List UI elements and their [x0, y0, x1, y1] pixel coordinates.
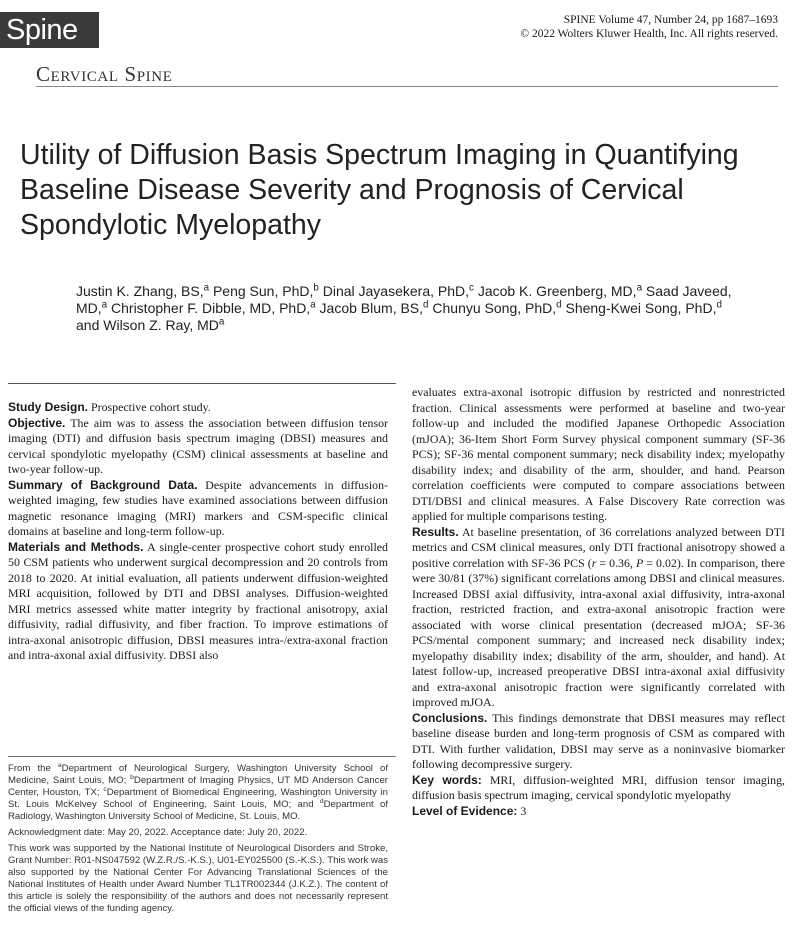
heading-evidence: Level of Evidence: — [412, 803, 518, 818]
abstract-methods — [8, 540, 388, 664]
journal-volume: SPINE Volume 47, Number 24, pp 1687–1693 — [563, 14, 778, 26]
acknowledgment-dates: Acknowledgment date: May 20, 2022. Acceptance date: July 20, 2022. — [8, 827, 308, 838]
affiliation-marker: c — [103, 785, 107, 793]
author-affiliation: a — [310, 299, 316, 311]
abstract-divider — [8, 383, 396, 384]
author: Chunyu Song, PhD, — [432, 300, 557, 316]
abstract-right-column — [412, 385, 785, 819]
from-label: From the — [8, 763, 51, 774]
keywords-text: MRI, diffusion-weighted MRI, diffusion tensor imaging, diffusion basis spectrum imaging, cervical spondylotic myelopathy — [412, 772, 785, 802]
author-affiliation: a — [101, 299, 108, 311]
author: Jacob K. Greenberg, MD, — [477, 283, 637, 299]
methods-text: A single-center prospective cohort study enrolled 50 CSM patients who underwent surgical decompression and 20 controls from 2018 to 2020. At initial evaluation, all patients underwent diffusion-weighted MRI acquisition, followed by DTI and DBSI analyses. Diffusion-weighted MRI metrics assessed white matter integrity by fractional anisotropy, axial diffusivity, radial diffusivity, and fiber fraction. To improve estimations of intra-axonal anisotropic diffusion, DBSI measures intra-/extra-axonal fraction and intra-axonal axial diffusivity. DBSI also — [8, 539, 388, 662]
abstract-design — [8, 400, 388, 416]
heading-keywords: Key words: — [412, 772, 482, 787]
author: Peng Sun, PhD, — [212, 283, 314, 299]
abstract-evidence — [412, 804, 785, 820]
author-affiliation: d — [423, 299, 429, 311]
results-text: = 0.02). In comparison, there were 30/81 (37%) significant correlations among DBSI and clinical measures. Increased DBSI axial diffusivity, intra-axonal axial diffusivity, intra-axonal fraction, restricted fraction, and extra-axonal anisotropic fraction were associated with worse clinical presentation (decreased mJOA; SF-36 PCS/mental component summary; and increased neck disability index; myelopathy disability index; disability of the arm, shoulder, and hand). At latest follow-up, increased preoperative DBSI intra-axonal axial diffusivity and extra-axonal anisotropic fraction were significantly correlated with improved mJOA. — [412, 555, 786, 709]
author: Sheng-Kwei Song, PhD, — [565, 300, 717, 316]
abstract-background — [8, 478, 388, 540]
author-list — [76, 283, 766, 334]
copyright: © 2022 Wolters Kluwer Health, Inc. All rights reserved. — [520, 28, 778, 40]
evidence-level: 3 — [520, 803, 527, 818]
results-text: At baseline presentation, of 36 correlations analyzed between DTI metrics and CSM clinical measures, only DTI fractional anisotropy showed a positive correlation with SF-36 PCS ( — [412, 524, 785, 570]
author-affiliation: d — [556, 299, 562, 311]
affiliation: Department of Radiology, Washington University School of Medicine, St. Louis, MO. — [8, 799, 388, 822]
abstract-conclusions — [412, 711, 785, 773]
results-p-symbol: P — [635, 555, 644, 570]
affiliation: Department of Biomedical Engineering, Washington University in St. Louis McKelvey School of Engineering, Saint Louis, MO; and — [8, 787, 388, 810]
heading-methods: Materials and Methods. — [8, 539, 144, 554]
background-text: Despite advancements in diffusion-weighted imaging, few studies have examined associations between diffusion magnetic resonance imaging (MRI) markers and CSM-specific clinical domains at baseline and long-term follow-up. — [8, 477, 388, 538]
affiliation: Department of Imaging Physics, UT MD Anderson Cancer Center, Houston, TX; — [8, 775, 388, 798]
results-text: = 0.36, — [596, 555, 636, 570]
article-title: Utility of Diffusion Basis Spectrum Imaging in Quantifying Baseline Disease Severity and Prognosis of Cervical Spondylotic Myelopathy — [20, 139, 739, 241]
section-label: Cervical Spine — [36, 62, 173, 86]
heading-results: Results. — [412, 524, 459, 539]
heading-background: Summary of Background Data. — [8, 477, 198, 492]
results-r-symbol: r — [591, 555, 597, 570]
abstract-results — [412, 525, 785, 711]
journal-logo: Spine — [0, 12, 99, 48]
affiliation-marker: d — [319, 797, 324, 805]
heading-conclusions: Conclusions. — [412, 710, 488, 725]
author-affiliation: a — [203, 282, 210, 294]
heading-objective: Objective. — [8, 415, 66, 430]
abstract-left-column — [8, 400, 388, 664]
abstract-objective — [8, 416, 388, 478]
author-affiliation: a — [636, 282, 643, 294]
affiliation-marker: a — [57, 761, 62, 769]
author: Jacob Blum, BS, — [319, 300, 424, 316]
affiliation: Department of Neurological Surgery, Washington University School of Medicine, Saint Louis, MO; — [8, 763, 388, 786]
author-affiliation: a — [218, 316, 225, 328]
author: Christopher F. Dibble, MD, PhD, — [111, 300, 311, 316]
heading-study-design: Study Design. — [8, 400, 89, 414]
affiliations — [8, 763, 388, 823]
funding-statement: This work was supported by the National Institute of Neurological Disorders and Stroke, Grant Number: R01-NS047592 (W.Z.R./S.-K.S.), U01-EY025500 (S.-K.S.). This work was also supported by the National Center For Advancing Translational Sciences of the National Institutes of Health under Award Number TL1TR002344 (J.K.Z.). The content of this article is solely the responsibility of the authors and does not necessarily represent the official views of the funding agency. — [8, 843, 388, 914]
author: Justin K. Zhang, BS, — [76, 283, 204, 299]
design-text: Prospective cohort study. — [91, 400, 211, 414]
author-affiliation: c — [469, 282, 474, 294]
objective-text: The aim was to assess the association between diffusion tensor imaging (DTI) and diffusion basis spectrum imaging (DBSI) measures and cervical spondylotic myelopathy (CSM) clinical assessments at baseline and two-year follow-up. — [8, 415, 388, 476]
affiliation-marker: b — [130, 773, 134, 781]
conclusions-text: This findings demonstrate that DBSI measures may reflect baseline disease burden and long-term prognosis of CSM as compared with DTI. With further validation, DBSI may serve as a noninvasive biomarker following decompressive surgery. — [412, 710, 785, 771]
author-affiliation: b — [313, 282, 319, 294]
author: Dinal Jayasekera, PhD, — [322, 283, 470, 299]
author: Saad Javeed, MD, — [76, 283, 732, 316]
author-affiliation: d — [716, 299, 722, 311]
footnote-divider — [8, 756, 396, 757]
abstract-methods-continued: evaluates extra-axonal isotropic diffusion by restricted and nonrestricted fraction. Clinical assessments were performed at baseline and two-year follow-up and included the modified Japanese Orthopedic Association (mJOA); 36-Item Short Form Survey physical component summary (SF-36 PCS); SF-36 mental component summary; neck disability index; myelopathy disability index; and disability of the arm, shoulder, and hand. Pearson correlation coefficients were computed to compare associations between DTI/DBSI and clinical measures. A False Discovery Rate correction was applied for multiple comparisons testing. — [412, 385, 785, 523]
author: and Wilson Z. Ray, MD — [76, 317, 219, 333]
abstract-keywords — [412, 773, 785, 804]
journal-citation — [520, 13, 778, 41]
footnotes — [8, 763, 388, 919]
header-divider — [36, 86, 778, 87]
